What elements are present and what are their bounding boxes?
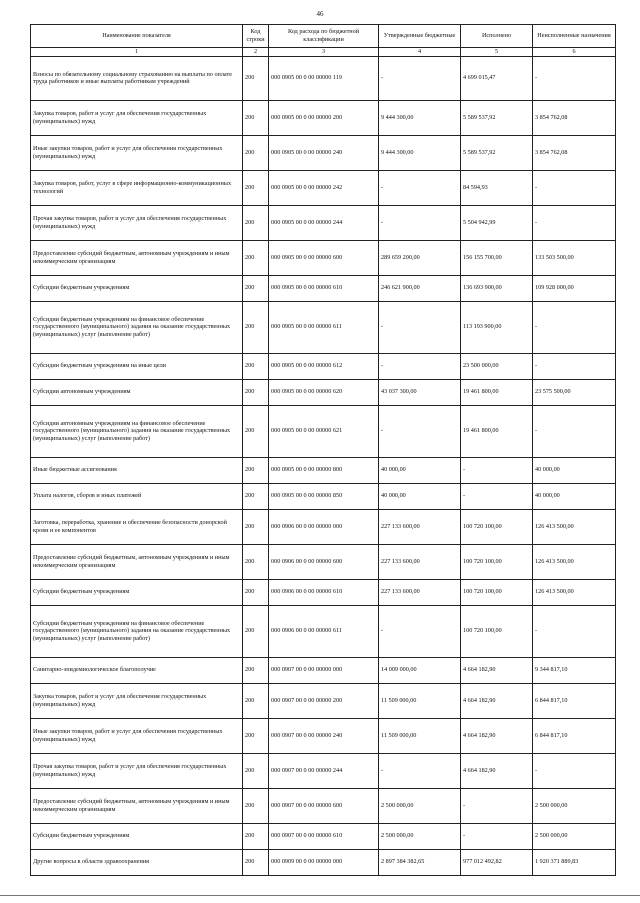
- row-budget-code: 000 0907 00 0 00 00000 000: [269, 657, 379, 683]
- row-budget-code: 000 0905 00 0 00 00000 800: [269, 457, 379, 483]
- row-budget-code: 000 0905 00 0 00 00000 240: [269, 135, 379, 170]
- row-name: Предоставление субсидий бюджетным, автономным учреждениям и иным некоммерческим организациям: [31, 788, 243, 823]
- header-line-code: Код строки: [243, 25, 269, 48]
- row-line-code: 200: [243, 483, 269, 509]
- row-line-code: 200: [243, 849, 269, 875]
- col-number: 4: [379, 48, 461, 57]
- table-row: [31, 718, 616, 753]
- row-name: Субсидии бюджетным учреждениям: [31, 579, 243, 605]
- row-budget-code: 000 0907 00 0 00 00000 240: [269, 718, 379, 753]
- row-budget-code: 000 0909 00 0 00 00000 000: [269, 849, 379, 875]
- row-name: Уплата налогов, сборов и иных платежей: [31, 483, 243, 509]
- row-unexecuted: 126 413 500,00: [533, 544, 616, 579]
- row-executed: 4 664 182,90: [461, 683, 533, 718]
- row-approved: -: [379, 301, 461, 353]
- table-row: [31, 683, 616, 718]
- row-unexecuted: -: [533, 753, 616, 788]
- table-row: [31, 849, 616, 875]
- table-row: [31, 657, 616, 683]
- row-budget-code: 000 0905 00 0 00 00000 611: [269, 301, 379, 353]
- row-unexecuted: -: [533, 605, 616, 657]
- row-name: Заготовка, переработка, хранение и обеспечение безопасности донорской крови и ее компонентов: [31, 509, 243, 544]
- row-budget-code: 000 0907 00 0 00 00000 610: [269, 823, 379, 849]
- row-approved: 9 444 300,00: [379, 100, 461, 135]
- col-number: 1: [31, 48, 243, 57]
- row-executed: 100 720 100,00: [461, 605, 533, 657]
- row-approved: 2 897 384 382,65: [379, 849, 461, 875]
- row-name: Предоставление субсидий бюджетным, автономным учреждениям и иным некоммерческим организациям: [31, 240, 243, 275]
- row-name: Субсидии бюджетным учреждениям: [31, 823, 243, 849]
- row-unexecuted: 6 844 817,10: [533, 718, 616, 753]
- row-line-code: 200: [243, 379, 269, 405]
- row-unexecuted: 3 854 762,08: [533, 135, 616, 170]
- table-row: [31, 379, 616, 405]
- header-approved: Утвержденные бюджетные: [379, 25, 461, 48]
- row-line-code: 200: [243, 718, 269, 753]
- row-unexecuted: 133 503 500,00: [533, 240, 616, 275]
- page-number: 46: [316, 10, 324, 18]
- table-row: [31, 100, 616, 135]
- row-budget-code: 000 0907 00 0 00 00000 600: [269, 788, 379, 823]
- row-unexecuted: 40 000,00: [533, 457, 616, 483]
- table-row: [31, 205, 616, 240]
- header-row: [31, 25, 616, 48]
- row-name: Субсидии автономным учреждениям на финансовое обеспечение государственного (муниципального) задания на оказание государственных (муниципальных) услуг (выполнение работ): [31, 405, 243, 457]
- row-approved: 2 500 000,00: [379, 788, 461, 823]
- row-approved: -: [379, 353, 461, 379]
- table-row: [31, 753, 616, 788]
- row-executed: -: [461, 823, 533, 849]
- row-name: Субсидии бюджетным учреждениям: [31, 275, 243, 301]
- row-line-code: 200: [243, 823, 269, 849]
- row-name: Субсидии бюджетным учреждениям на иные цели: [31, 353, 243, 379]
- table-row: [31, 788, 616, 823]
- row-line-code: 200: [243, 135, 269, 170]
- row-executed: 977 012 492,82: [461, 849, 533, 875]
- row-line-code: 200: [243, 205, 269, 240]
- row-executed: 4 664 182,90: [461, 657, 533, 683]
- row-name: Иные бюджетные ассигнования: [31, 457, 243, 483]
- row-executed: 4 699 015,47: [461, 56, 533, 100]
- row-budget-code: 000 0905 00 0 00 00000 119: [269, 56, 379, 100]
- row-approved: -: [379, 753, 461, 788]
- row-name: Закупка товаров, работ, услуг в сфере информационно-коммуникационных технологий: [31, 170, 243, 205]
- row-approved: 9 444 300,00: [379, 135, 461, 170]
- row-approved: 43 037 300,00: [379, 379, 461, 405]
- row-executed: 156 155 700,00: [461, 240, 533, 275]
- row-executed: -: [461, 788, 533, 823]
- col-number: 5: [461, 48, 533, 57]
- table-row: [31, 56, 616, 100]
- row-line-code: 200: [243, 753, 269, 788]
- row-budget-code: 000 0907 00 0 00 00000 244: [269, 753, 379, 788]
- row-unexecuted: -: [533, 205, 616, 240]
- header-executed: Исполнено: [461, 25, 533, 48]
- row-budget-code: 000 0906 00 0 00 00000 000: [269, 509, 379, 544]
- row-unexecuted: 3 854 762,08: [533, 100, 616, 135]
- row-unexecuted: -: [533, 405, 616, 457]
- table-row: [31, 605, 616, 657]
- row-executed: 19 461 800,00: [461, 379, 533, 405]
- col-number: 6: [533, 48, 616, 57]
- row-line-code: 200: [243, 170, 269, 205]
- row-line-code: 200: [243, 509, 269, 544]
- row-budget-code: 000 0906 00 0 00 00000 611: [269, 605, 379, 657]
- row-approved: 227 133 600,00: [379, 544, 461, 579]
- row-line-code: 200: [243, 579, 269, 605]
- table-row: [31, 170, 616, 205]
- table-row: [31, 509, 616, 544]
- row-approved: 11 509 000,00: [379, 683, 461, 718]
- row-name: Санитарно-эпидемиологическое благополучие: [31, 657, 243, 683]
- row-executed: -: [461, 483, 533, 509]
- header-budget-code: Код расхода по бюджетной классификации: [269, 25, 379, 48]
- row-budget-code: 000 0905 00 0 00 00000 620: [269, 379, 379, 405]
- row-approved: -: [379, 170, 461, 205]
- row-budget-code: 000 0905 00 0 00 00000 600: [269, 240, 379, 275]
- row-budget-code: 000 0906 00 0 00 00000 600: [269, 544, 379, 579]
- row-line-code: 200: [243, 56, 269, 100]
- row-line-code: 200: [243, 657, 269, 683]
- row-unexecuted: -: [533, 170, 616, 205]
- row-budget-code: 000 0905 00 0 00 00000 244: [269, 205, 379, 240]
- row-unexecuted: 9 344 817,10: [533, 657, 616, 683]
- row-name: Прочая закупка товаров, работ и услуг для обеспечения государственных (муниципальных) нужд: [31, 753, 243, 788]
- row-name: Закупка товаров, работ и услуг для обеспечения государственных (муниципальных) нужд: [31, 683, 243, 718]
- row-name: Закупка товаров, работ и услуг для обеспечения государственных (муниципальных) нужд: [31, 100, 243, 135]
- table-row: [31, 240, 616, 275]
- header-unexecuted: Неисполненные назначения: [533, 25, 616, 48]
- row-executed: 100 720 100,00: [461, 544, 533, 579]
- row-name: Прочая закупка товаров, работ и услуг для обеспечения государственных (муниципальных) нужд: [31, 205, 243, 240]
- budget-execution-table: [30, 24, 616, 876]
- row-unexecuted: 2 500 000,00: [533, 788, 616, 823]
- table-row: [31, 483, 616, 509]
- row-approved: -: [379, 56, 461, 100]
- row-line-code: 200: [243, 457, 269, 483]
- row-unexecuted: 2 500 000,00: [533, 823, 616, 849]
- row-unexecuted: 1 920 371 889,83: [533, 849, 616, 875]
- row-approved: 227 133 600,00: [379, 579, 461, 605]
- row-budget-code: 000 0905 00 0 00 00000 621: [269, 405, 379, 457]
- row-line-code: 200: [243, 275, 269, 301]
- row-line-code: 200: [243, 240, 269, 275]
- row-executed: 84 594,93: [461, 170, 533, 205]
- row-executed: 23 500 000,00: [461, 353, 533, 379]
- row-executed: 100 720 100,00: [461, 509, 533, 544]
- row-approved: 14 009 000,00: [379, 657, 461, 683]
- row-line-code: 200: [243, 544, 269, 579]
- header-name: Наименование показателя: [31, 25, 243, 48]
- row-budget-code: 000 0905 00 0 00 00000 612: [269, 353, 379, 379]
- row-executed: 5 504 942,99: [461, 205, 533, 240]
- row-unexecuted: -: [533, 301, 616, 353]
- row-approved: -: [379, 605, 461, 657]
- col-number: 2: [243, 48, 269, 57]
- table-row: [31, 275, 616, 301]
- row-budget-code: 000 0905 00 0 00 00000 610: [269, 275, 379, 301]
- table-row: [31, 544, 616, 579]
- row-approved: 40 000,00: [379, 483, 461, 509]
- row-name: Субсидии бюджетным учреждениям на финансовое обеспечение государственного (муниципального) задания на оказание государственных (муниципальных) услуг (выполнение работ): [31, 301, 243, 353]
- table-row: [31, 579, 616, 605]
- row-approved: 246 621 900,00: [379, 275, 461, 301]
- row-budget-code: 000 0905 00 0 00 00000 850: [269, 483, 379, 509]
- row-unexecuted: 126 413 500,00: [533, 509, 616, 544]
- column-number-row: [31, 48, 616, 57]
- row-name: Предоставление субсидий бюджетным, автономным учреждениям и иным некоммерческим организациям: [31, 544, 243, 579]
- row-line-code: 200: [243, 683, 269, 718]
- row-executed: 136 693 900,00: [461, 275, 533, 301]
- row-approved: 11 509 000,00: [379, 718, 461, 753]
- row-executed: 5 589 537,92: [461, 135, 533, 170]
- row-line-code: 200: [243, 100, 269, 135]
- row-name: Субсидии бюджетным учреждениям на финансовое обеспечение государственного (муниципального) задания на оказание государственных (муниципальных) услуг (выполнение работ): [31, 605, 243, 657]
- row-executed: 4 664 182,90: [461, 718, 533, 753]
- row-unexecuted: 23 575 500,00: [533, 379, 616, 405]
- row-name: Иные закупки товаров, работ и услуг для обеспечения государственных (муниципальных) нужд: [31, 718, 243, 753]
- row-budget-code: 000 0905 00 0 00 00000 242: [269, 170, 379, 205]
- row-approved: 289 659 200,00: [379, 240, 461, 275]
- row-budget-code: 000 0906 00 0 00 00000 610: [269, 579, 379, 605]
- row-budget-code: 000 0905 00 0 00 00000 200: [269, 100, 379, 135]
- row-approved: 227 133 600,00: [379, 509, 461, 544]
- row-name: Взносы по обязательному социальному страхованию на выплаты по оплате труда работников и иные выплаты работникам учреждений: [31, 56, 243, 100]
- col-number: 3: [269, 48, 379, 57]
- scan-edge-line: [0, 895, 640, 896]
- table-row: [31, 135, 616, 170]
- row-approved: -: [379, 205, 461, 240]
- row-line-code: 200: [243, 605, 269, 657]
- table-row: [31, 457, 616, 483]
- table-body: [31, 56, 616, 875]
- row-line-code: 200: [243, 788, 269, 823]
- row-unexecuted: -: [533, 353, 616, 379]
- row-approved: 40 000,00: [379, 457, 461, 483]
- table-row: [31, 405, 616, 457]
- row-line-code: 200: [243, 353, 269, 379]
- row-unexecuted: 6 844 817,10: [533, 683, 616, 718]
- row-unexecuted: 40 000,00: [533, 483, 616, 509]
- row-line-code: 200: [243, 301, 269, 353]
- row-executed: 19 461 800,00: [461, 405, 533, 457]
- row-budget-code: 000 0907 00 0 00 00000 200: [269, 683, 379, 718]
- table-row: [31, 823, 616, 849]
- row-executed: -: [461, 457, 533, 483]
- row-line-code: 200: [243, 405, 269, 457]
- table-row: [31, 301, 616, 353]
- row-executed: 113 193 900,00: [461, 301, 533, 353]
- row-unexecuted: 126 413 500,00: [533, 579, 616, 605]
- row-approved: -: [379, 405, 461, 457]
- row-name: Субсидии автономным учреждениям: [31, 379, 243, 405]
- row-name: Другие вопросы в области здравоохранения: [31, 849, 243, 875]
- row-approved: 2 500 000,00: [379, 823, 461, 849]
- row-executed: 100 720 100,00: [461, 579, 533, 605]
- row-executed: 5 589 537,92: [461, 100, 533, 135]
- row-unexecuted: -: [533, 56, 616, 100]
- table-row: [31, 353, 616, 379]
- row-name: Иные закупки товаров, работ и услуг для обеспечения государственных (муниципальных) нужд: [31, 135, 243, 170]
- row-executed: 4 664 182,90: [461, 753, 533, 788]
- row-unexecuted: 109 928 000,00: [533, 275, 616, 301]
